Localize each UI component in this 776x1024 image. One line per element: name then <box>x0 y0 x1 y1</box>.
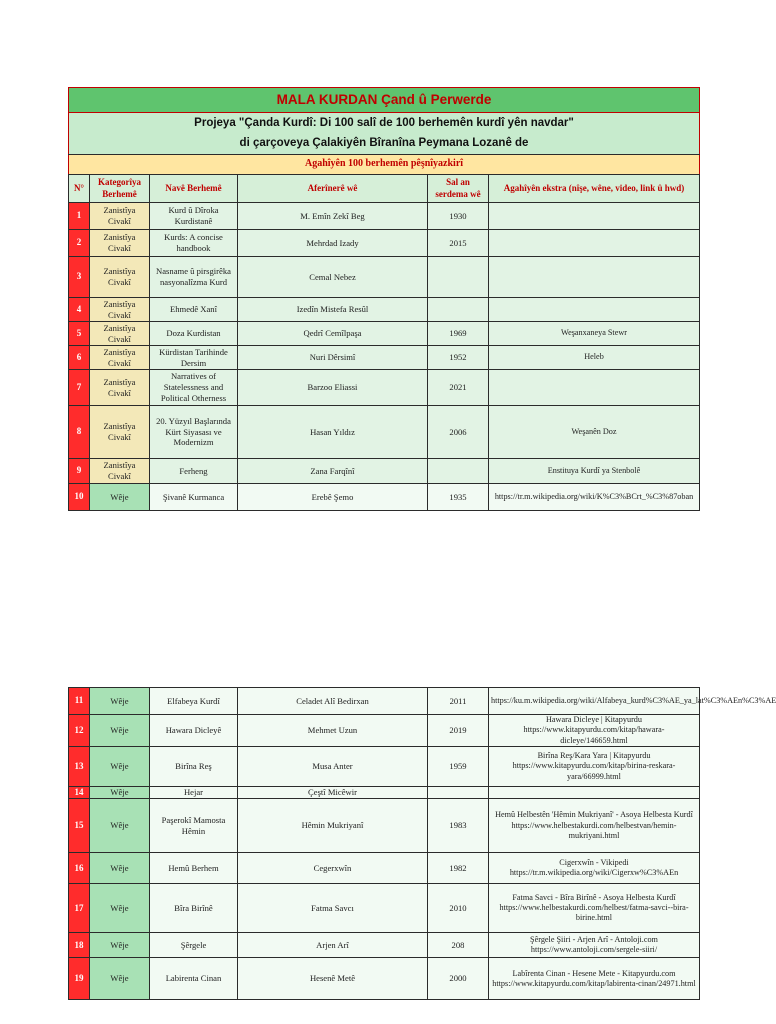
book-extra-info <box>489 203 700 230</box>
book-year <box>428 459 489 484</box>
info-header: Agahîyên 100 berhemên pêşnîyazkirî <box>69 155 700 175</box>
row-number: 19 <box>69 958 90 1000</box>
table-row <box>69 257 700 298</box>
book-author: Izedîn Mistefa Resûl <box>238 298 428 322</box>
table-row <box>69 688 700 715</box>
book-category: Wêje <box>90 688 150 715</box>
book-extra-info: Enstituya Kurdî ya Stenbolê <box>489 459 700 484</box>
book-author: Zana Farqînî <box>238 459 428 484</box>
column-header-extra: Agahîyên ekstra (nîşe, wêne, video, link û hwd) <box>489 175 700 203</box>
table-row <box>69 298 700 322</box>
book-category: Wêje <box>90 484 150 511</box>
book-author: Qedrî Cemîlpaşa <box>238 322 428 346</box>
book-author: Celadet Alî Bedirxan <box>238 688 428 715</box>
project-line-2: di çarçoveya Çalakiyên Bîranîna Peymana Lozanê de <box>69 133 700 155</box>
book-author: Hêmin Mukriyanî <box>238 799 428 853</box>
book-author: Musa Anter <box>238 747 428 787</box>
book-category: Zanistîya Civakî <box>90 203 150 230</box>
table-row <box>69 884 700 933</box>
book-category: Zanistîya Civakî <box>90 346 150 370</box>
book-category: Wêje <box>90 799 150 853</box>
book-name: Bîra Birînê <box>150 884 238 933</box>
book-name: Hawara Dicleyê <box>150 715 238 747</box>
book-year: 1959 <box>428 747 489 787</box>
column-header-author: Aferînerê wê <box>238 175 428 203</box>
book-extra-info: Hawara Dicleye | Kitapyurdu https://www.kitapyurdu.com/kitap/hawara-dicleye/146659.html <box>489 715 700 747</box>
book-year: 208 <box>428 933 489 958</box>
book-extra-info <box>489 787 700 799</box>
row-number: 6 <box>69 346 90 370</box>
book-name: Nasname û pirsgirêka nasyonalîzma Kurd <box>150 257 238 298</box>
table-row <box>69 799 700 853</box>
column-header-no: N° <box>69 175 90 203</box>
row-number: 16 <box>69 853 90 884</box>
book-name: Paşerokî Mamosta Hêmin <box>150 799 238 853</box>
book-author: Mehmet Uzun <box>238 715 428 747</box>
table-row <box>69 459 700 484</box>
book-year <box>428 298 489 322</box>
book-category: Zanistîya Civakî <box>90 230 150 257</box>
book-year: 2010 <box>428 884 489 933</box>
table-row <box>69 346 700 370</box>
book-year: 2021 <box>428 370 489 406</box>
table-row <box>69 370 700 406</box>
book-extra-info <box>489 257 700 298</box>
book-name: Ferheng <box>150 459 238 484</box>
sheet-title: MALA KURDAN Çand û Perwerde <box>69 88 700 113</box>
row-number: 18 <box>69 933 90 958</box>
book-year: 1969 <box>428 322 489 346</box>
book-year: 2006 <box>428 406 489 459</box>
books-table-page-1 <box>68 87 700 511</box>
book-category: Zanistîya Civakî <box>90 322 150 346</box>
book-year: 1983 <box>428 799 489 853</box>
book-category: Wêje <box>90 884 150 933</box>
table-row <box>69 747 700 787</box>
book-extra-info: Fatma Savci - Bîra Birînê - Asoya Helbesta Kurdî https://www.helbestakurdi.com/helbest/fatma-savci--bira-birine.html <box>489 884 700 933</box>
book-year <box>428 787 489 799</box>
book-category: Wêje <box>90 715 150 747</box>
book-year <box>428 257 489 298</box>
book-category: Zanistîya Civakî <box>90 406 150 459</box>
book-category: Zanistîya Civakî <box>90 257 150 298</box>
row-number: 3 <box>69 257 90 298</box>
book-name: Ehmedê Xanî <box>150 298 238 322</box>
book-extra-info: Labîrenta Cinan - Hesene Mete - Kitapyurdu.com https://www.kitapyurdu.com/kitap/labirenta-cinan/24971.html <box>489 958 700 1000</box>
book-extra-info: Hemû Helbestên 'Hêmin Mukriyanî' - Asoya Helbesta Kurdî https://www.helbestakurdi.com/helbestvan/hemin-mukriyani.html <box>489 799 700 853</box>
book-year: 1982 <box>428 853 489 884</box>
book-extra-info <box>489 298 700 322</box>
book-name: Kurds: A concise handbook <box>150 230 238 257</box>
book-name: Birîna Reş <box>150 747 238 787</box>
table-row <box>69 322 700 346</box>
table-row <box>69 933 700 958</box>
book-extra-info <box>489 370 700 406</box>
book-author: Barzoo Eliassi <box>238 370 428 406</box>
column-header-category: Kategorîya Berhemê <box>90 175 150 203</box>
row-number: 17 <box>69 884 90 933</box>
books-table-page-2 <box>68 687 776 1000</box>
book-author: Cemal Nebez <box>238 257 428 298</box>
row-number: 11 <box>69 688 90 715</box>
book-author: Cegerxwîn <box>238 853 428 884</box>
book-extra-info: Şêrgele Şiiri - Arjen Arî - Antoloji.com https://www.antoloji.com/sergele-siiri/ <box>489 933 700 958</box>
book-author: Hasan Yıldız <box>238 406 428 459</box>
table-row <box>69 787 700 799</box>
row-number: 12 <box>69 715 90 747</box>
row-number: 2 <box>69 230 90 257</box>
book-extra-info: Weşanên Doz <box>489 406 700 459</box>
book-name: Hemû Berhem <box>150 853 238 884</box>
book-name: Elfabeya Kurdî <box>150 688 238 715</box>
column-header-name: Navê Berhemê <box>150 175 238 203</box>
row-number: 13 <box>69 747 90 787</box>
book-category: Wêje <box>90 787 150 799</box>
row-number: 15 <box>69 799 90 853</box>
book-author: Erebê Şemo <box>238 484 428 511</box>
book-year: 1930 <box>428 203 489 230</box>
table-row <box>69 203 700 230</box>
row-number: 4 <box>69 298 90 322</box>
book-category: Zanistîya Civakî <box>90 298 150 322</box>
book-author: Mehrdad Izady <box>238 230 428 257</box>
book-name: Doza Kurdistan <box>150 322 238 346</box>
book-year: 2000 <box>428 958 489 1000</box>
book-extra-info: Weşanxaneya Stewr <box>489 322 700 346</box>
table-row <box>69 715 700 747</box>
table-row <box>69 230 700 257</box>
table-row <box>69 484 700 511</box>
book-name: Hejar <box>150 787 238 799</box>
book-author: Arjen Arî <box>238 933 428 958</box>
book-year: 1952 <box>428 346 489 370</box>
row-number: 5 <box>69 322 90 346</box>
book-year: 1935 <box>428 484 489 511</box>
book-author: Çeştî Micêwir <box>238 787 428 799</box>
book-name: Kurd û Dîroka Kurdistanê <box>150 203 238 230</box>
book-name: Kürdistan Tarihinde Dersim <box>150 346 238 370</box>
book-extra-info <box>489 230 700 257</box>
project-line-1: Projeya "Çanda Kurdî: Di 100 salî de 100 berhemên kurdî yên navdar" <box>69 113 700 133</box>
book-extra-info: Birîna Reş/Kara Yara | Kitapyurdu https://www.kitapyurdu.com/kitap/birina-reskara-yara/66999.html <box>489 747 700 787</box>
table-row <box>69 853 700 884</box>
book-extra-info: https://ku.m.wikipedia.org/wiki/Alfabeya_kurd%C3%AE_ya_lat%C3%AEn%C3%AE <box>489 688 700 715</box>
row-number: 8 <box>69 406 90 459</box>
book-author: Fatma Savcı <box>238 884 428 933</box>
table-row <box>69 406 700 459</box>
row-number: 14 <box>69 787 90 799</box>
table-row <box>69 958 700 1000</box>
book-category: Zanistîya Civakî <box>90 459 150 484</box>
book-year: 2015 <box>428 230 489 257</box>
book-category: Wêje <box>90 747 150 787</box>
row-number: 10 <box>69 484 90 511</box>
book-name: Şivanê Kurmanca <box>150 484 238 511</box>
book-category: Wêje <box>90 933 150 958</box>
book-year: 2019 <box>428 715 489 747</box>
book-name: Şêrgele <box>150 933 238 958</box>
book-category: Wêje <box>90 853 150 884</box>
book-year: 2011 <box>428 688 489 715</box>
book-name: Labirenta Cinan <box>150 958 238 1000</box>
book-name: Narratives of Statelessness and Political Otherness <box>150 370 238 406</box>
column-header-year: Sal an serdema wê <box>428 175 489 203</box>
book-name: 20. Yüzyıl Başlarında Kürt Siyasası ve Modernizm <box>150 406 238 459</box>
book-extra-info: Heleb <box>489 346 700 370</box>
row-number: 7 <box>69 370 90 406</box>
book-author: Hesenê Metê <box>238 958 428 1000</box>
book-category: Zanistîya Civakî <box>90 370 150 406</box>
row-number: 1 <box>69 203 90 230</box>
book-extra-info: Cigerxwîn - Vikipedi https://tr.m.wikipedia.org/wiki/Cigerxw%C3%AEn <box>489 853 700 884</box>
book-author: Nuri Dêrsimî <box>238 346 428 370</box>
book-category: Wêje <box>90 958 150 1000</box>
book-extra-info: https://tr.m.wikipedia.org/wiki/K%C3%BCrt_%C3%87oban <box>489 484 700 511</box>
book-author: M. Emîn Zekî Beg <box>238 203 428 230</box>
row-number: 9 <box>69 459 90 484</box>
